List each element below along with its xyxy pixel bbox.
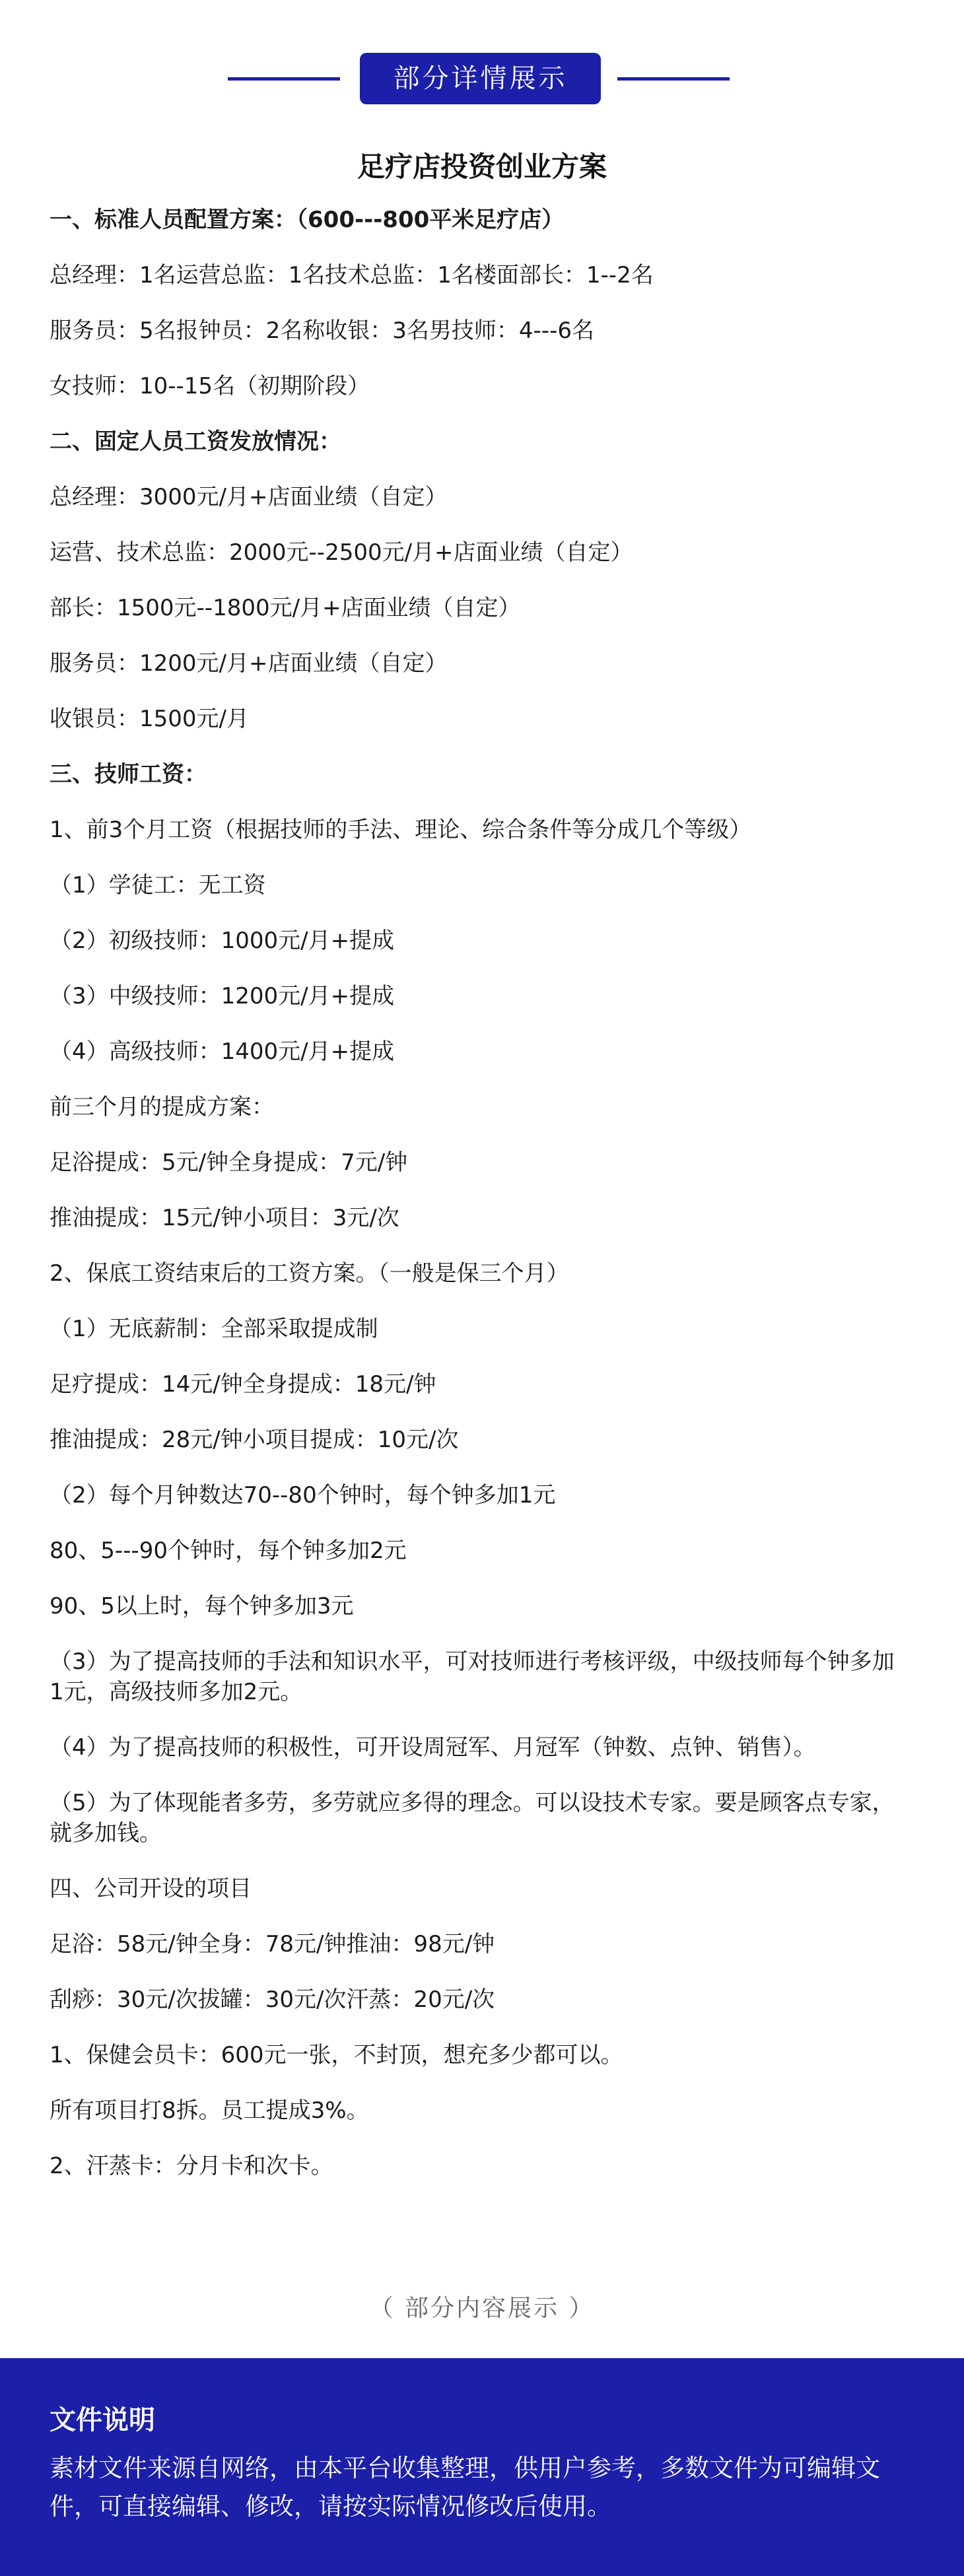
document-line: 运营、技术总监：2000元--2500元/月+店面业绩（自定） xyxy=(50,539,633,566)
document-line: （4）为了提高技师的积极性，可开设周冠军、月冠军（钟数、点钟、销售）。 xyxy=(50,1734,816,1761)
partial-content-note: （ 部分内容展示 ） xyxy=(369,2295,595,2322)
document-line: （3）为了提高技师的手法和知识水平，可对技师进行考核评级，中级技师每个钟多加1元，高级技师多加2元。 xyxy=(50,1648,895,1705)
header-divider-left xyxy=(228,77,340,81)
document-line: 80、5---90个钟时，每个钟多加2元 xyxy=(50,1538,407,1564)
file-info-title: 文件说明 xyxy=(50,2405,155,2435)
document-line: 2、汗蒸卡：分月卡和次卡。 xyxy=(50,2153,333,2179)
document-line: 所有项目打8拆。员工提成3%。 xyxy=(50,2097,369,2124)
document-line: （5）为了体现能者多劳，多劳就应多得的理念。可以设技术专家。要是顾客点专家，就多加钱。 xyxy=(50,1790,895,1847)
document-line: （1）学徒工：无工资 xyxy=(50,872,266,898)
document-line: 女技师：10--15名（初期阶段） xyxy=(50,373,370,399)
document-line: （2）初级技师：1000元/月+提成 xyxy=(50,928,395,954)
document-line: 前三个月的提成方案： xyxy=(50,1094,274,1120)
document-line: （4）高级技师：1400元/月+提成 xyxy=(50,1038,395,1065)
document-line: 刮痧：30元/次拔罐：30元/次汗蒸：20元/次 xyxy=(50,1986,495,2013)
document-line: 服务员：1200元/月+店面业绩（自定） xyxy=(50,650,448,677)
document-title: 足疗店投资创业方案 xyxy=(357,151,607,183)
document-line: 足浴提成：5元/钟全身提成：7元/钟 xyxy=(50,1149,408,1176)
document-line: 总经理：1名运营总监：1名技术总监：1名楼面部长：1--2名 xyxy=(50,262,654,288)
document-line: 推油提成：15元/钟小项目：3元/次 xyxy=(50,1205,399,1231)
document-line: 总经理：3000元/月+店面业绩（自定） xyxy=(50,484,448,510)
document-line: 服务员：5名报钟员：2名称收银：3名男技师：4---6名 xyxy=(50,318,594,344)
document-line: 四、公司开设的项目 xyxy=(50,1876,252,1902)
section-heading: 一、标准人员配置方案：（600---800平米足疗店） xyxy=(50,207,565,233)
document-line: 1、保健会员卡：600元一张，不封顶，想充多少都可以。 xyxy=(50,2042,623,2068)
section-heading: 三、技师工资： xyxy=(50,761,207,788)
document-line: 推油提成：28元/钟小项目提成：10元/次 xyxy=(50,1427,459,1453)
document-line: 足浴：58元/钟全身：78元/钟推油：98元/钟 xyxy=(50,1931,495,1957)
section-header xyxy=(0,53,964,104)
document-body xyxy=(50,205,908,2206)
document-line: 部长：1500元--1800元/月+店面业绩（自定） xyxy=(50,595,521,621)
document-line: （3）中级技师：1200元/月+提成 xyxy=(50,983,395,1009)
header-divider-right xyxy=(617,77,730,81)
file-info-panel xyxy=(0,2358,964,2576)
document-line: （1）无底薪制：全部采取提成制 xyxy=(50,1316,378,1342)
document-line: 1、前3个月工资（根据技师的手法、理论、综合条件等分成几个等级） xyxy=(50,817,752,843)
document-line: 收银员：1500元/月 xyxy=(50,706,249,732)
document-line: （2）每个月钟数达70--80个钟时，每个钟多加1元 xyxy=(50,1482,556,1508)
file-info-text: 素材文件来源自网络，由本平台收集整理，供用户参考，多数文件为可编辑文件，可直接编辑、修改，请按实际情况修改后使用。 xyxy=(50,2454,880,2521)
section-heading: 二、固定人员工资发放情况： xyxy=(50,428,341,455)
document-line: 90、5以上时，每个钟多加3元 xyxy=(50,1593,354,1619)
document-line: 足疗提成：14元/钟全身提成：18元/钟 xyxy=(50,1371,436,1398)
document-line: 2、保底工资结束后的工资方案。（一般是保三个月） xyxy=(50,1260,569,1287)
header-badge: 部分详情展示 xyxy=(360,53,601,104)
